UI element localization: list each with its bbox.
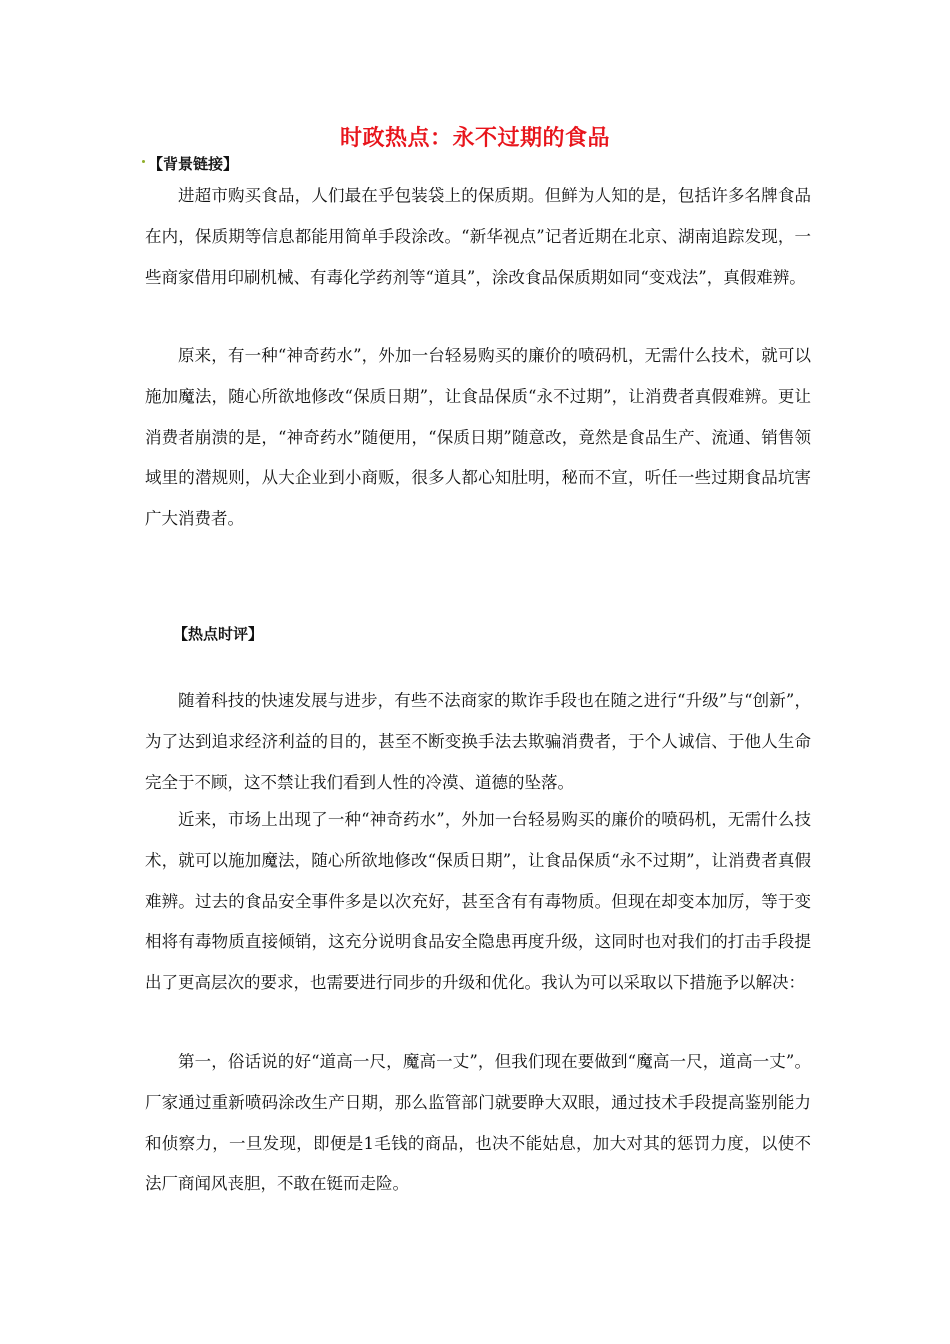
- paragraph: 原来，有一种“神奇药水”，外加一台轻易购买的廉价的喷码机，无需什么技术，就可以施加魔法，随心所欲地修改“保质日期”，让食品保质“永不过期”，让消费者真假难辨。更让消费者崩溃的是，“神奇药水”随便用，“保质日期”随意改，竟然是食品生产、流通、销售领域里的潜规则，从大企业到小商贩，很多人都心知肚明，秘而不宣，听任一些过期食品坑害广大消费者。: [145, 346, 811, 529]
- section-heading-background: 【背景链接】: [148, 155, 239, 173]
- paragraph: 进超市购买食品，人们最在乎包装袋上的保质期。但鲜为人知的是，包括许多名牌食品在内，保质期等信息都能用简单手段涂改。“新华视点”记者近期在北京、湖南追踪发现，一些商家借用印刷机械、有毒化学药剂等“道具”，涂改食品保质期如同“变戏法”，真假难辨。: [145, 186, 811, 287]
- page-title: 时政热点：永不过期的食品: [339, 126, 610, 151]
- section-heading-commentary: 【热点时评】: [173, 625, 264, 643]
- paragraph: 近来，市场上出现了一种“神奇药水”，外加一台轻易购买的廉价的喷码机，无需什么技术，就可以施加魔法，随心所欲地修改“保质日期”，让食品保质“永不过期”，让消费者真假难辨。过去的食品安全事件多是以次充好，甚至含有有毒物质。但现在却变本加厉，等于变相将有毒物质直接倾销，这充分说明食品安全隐患再度升级，这同时也对我们的打击手段提出了更高层次的要求，也需要进行同步的升级和优化。我认为可以采取以下措施予以解决：: [145, 810, 811, 993]
- paragraph: 随着科技的快速发展与进步，有些不法商家的欺诈手段也在随之进行“升级”与“创新”，为了达到追求经济利益的目的，甚至不断变换手法去欺骗消费者，于个人诚信、于他人生命完全于不顾，这不禁让我们看到人性的冷漠、道德的坠落。: [145, 691, 811, 792]
- bullet-dot-icon: [142, 160, 145, 163]
- paragraph: 第一，俗话说的好“道高一尺，魔高一丈”，但我们现在要做到“魔高一尺，道高一丈”。厂家通过重新喷码涂改生产日期，那么监管部门就要睁大双眼，通过技术手段提高鉴别能力和侦察力，一旦发现，即便是1毛钱的商品，也决不能姑息，加大对其的惩罚力度，以使不法厂商闻风丧胆，不敢在铤而走险。: [145, 1052, 811, 1194]
